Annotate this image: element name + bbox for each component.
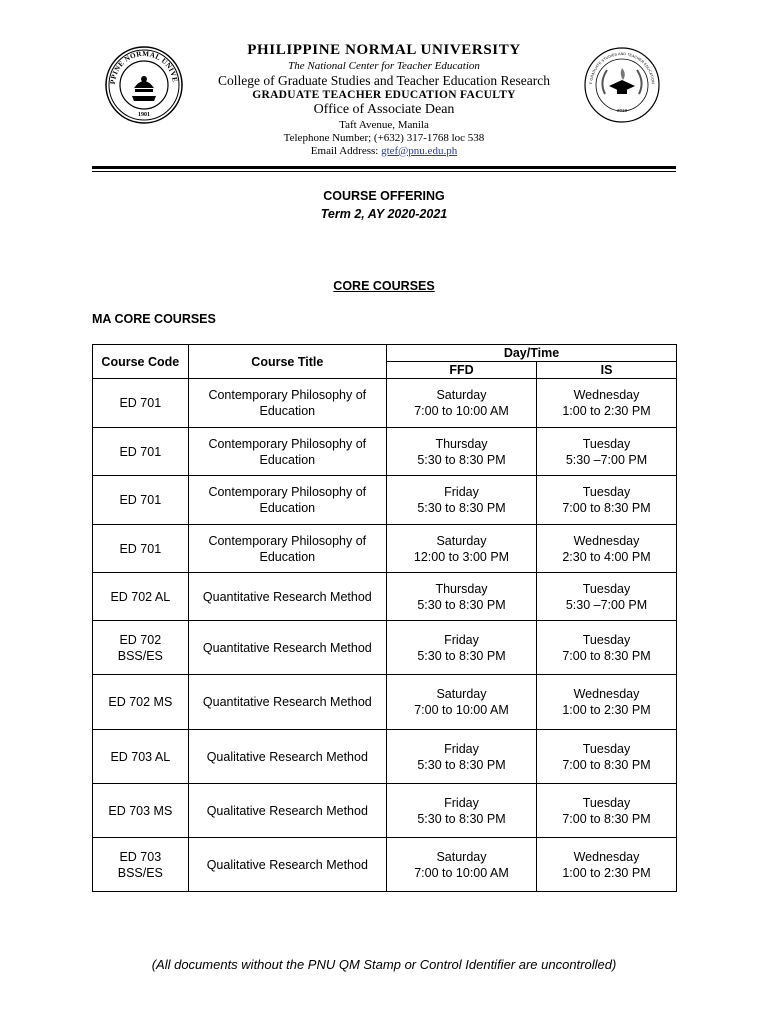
is-schedule-line: 1:00 to 2:30 PM [562,404,651,418]
is-schedule-line: Tuesday [582,581,631,596]
course-title-cell [188,675,386,730]
is-schedule-line: Wednesday [573,687,640,701]
ffd-schedule-line: 5:30 to 8:30 PM [417,811,506,826]
table-row [93,730,677,784]
table-row [93,675,677,730]
is-schedule-cell [537,525,677,573]
is-schedule-line: 5:30 –7:00 PM [565,452,648,467]
is-schedule-cell [537,621,677,675]
course-title-line: Contemporary Philosophy of [208,485,367,499]
header-is: IS [537,362,677,379]
is-schedule-line: 1:00 to 2:30 PM [562,865,651,880]
svg-text:PHILIPPINE NORMAL UNIVERSITY: PPINE NORMAL UNIVE [108,49,179,85]
course-title-line: Contemporary Philosophy of [208,436,367,451]
college-name: College of Graduate Studies and Teacher Education Research [217,72,551,88]
course-code-cell [93,675,189,730]
course-title-cell [188,525,386,573]
course-code-cell [93,573,189,621]
course-code-line: ED 703 AL [110,749,171,764]
course-title-cell [188,573,386,621]
core-courses-heading: CORE COURSES [333,279,435,293]
is-schedule-cell [537,428,677,476]
course-code-line: ED 701 [119,396,162,410]
is-schedule-line: 7:00 to 8:30 PM [562,757,651,772]
course-code-cell [93,621,189,675]
pnu-seal-logo [105,46,183,124]
faculty-name: GRADUATE TEACHER EDUCATION FACULTY [252,88,516,101]
document-title: COURSE OFFERING [323,189,445,203]
table-row [93,525,677,573]
is-schedule-line: Tuesday [582,485,631,499]
svg-text:1901: 1901 [138,112,150,118]
table-row [93,476,677,525]
telephone: Telephone Number; (+632) 317-1768 loc 538 [283,131,485,144]
ffd-schedule-line: 5:30 to 8:30 PM [417,452,506,467]
course-code-line: ED 703 MS [108,803,173,818]
course-title-line: Contemporary Philosophy of [208,388,367,402]
ffd-schedule-line: Saturday [436,687,487,701]
course-code-line: ED 702 AL [110,589,171,604]
course-title-cell [188,476,386,525]
is-schedule-line: 7:00 to 8:30 PM [562,501,651,515]
course-code-cell [93,784,189,838]
course-code-line: ED 701 [119,444,162,459]
course-code-line: ED 701 [119,493,162,507]
course-code-cell [93,730,189,784]
ffd-schedule-line: 5:30 to 8:30 PM [417,648,506,663]
ffd-schedule-line: Saturday [436,533,487,548]
course-title-cell [188,730,386,784]
ffd-schedule-cell [386,428,536,476]
header-day-time: Day/Time [386,345,676,362]
is-schedule-line: Wednesday [573,849,640,864]
ffd-schedule-line: Friday [444,741,479,756]
course-title-cell [188,621,386,675]
svg-text:2013: 2013 [616,108,628,113]
email-line [190,145,578,158]
course-title-cell [188,838,386,892]
table-row [93,621,677,675]
footer-note: (All documents without the PNU QM Stamp or Control Identifier are uncontrolled) [151,957,617,972]
subsection-heading: MA CORE COURSES [92,312,216,326]
course-title-line: Contemporary Philosophy of [208,533,367,548]
is-schedule-cell [537,379,677,428]
ffd-schedule-cell [386,838,536,892]
is-schedule-cell [537,784,677,838]
course-code-line: BSS/ES [117,648,163,663]
is-schedule-line: Tuesday [582,741,631,756]
svg-text:COLLEGE OF GRADUATE STUDIES AN: F GRADUATE STUDIES AND TEACHER EDUCATION [588,51,656,85]
course-title-line: Quantitative Research Method [202,695,372,709]
ffd-schedule-line: 12:00 to 3:00 PM [413,549,510,564]
ffd-schedule-cell [386,525,536,573]
course-code-cell [93,525,189,573]
is-schedule-line: Wednesday [573,388,640,402]
course-code-line: ED 703 [119,849,162,864]
course-code-cell [93,379,189,428]
course-title-cell [188,379,386,428]
is-schedule-cell [537,476,677,525]
header-course-title: Course Title [188,345,386,379]
table-row [93,428,677,476]
table-row [93,838,677,892]
email-link[interactable]: gtef@pnu.edu.ph [381,144,458,157]
course-code-line: ED 701 [119,541,162,556]
university-name: PHILIPPINE NORMAL UNIVERSITY [247,42,521,58]
ffd-schedule-line: Thursday [435,436,488,451]
university-tagline: The National Center for Teacher Education [288,59,480,72]
ffd-schedule-line: Friday [444,795,479,810]
course-title-line: Qualitative Research Method [206,803,368,818]
ffd-schedule-cell [386,379,536,428]
is-schedule-line: Tuesday [582,795,631,810]
college-seal-logo [583,46,661,124]
ffd-schedule-line: 5:30 to 8:30 PM [417,501,506,515]
header-ffd: FFD [386,362,536,379]
ffd-schedule-cell [386,476,536,525]
office-name: Office of Associate Dean [313,102,455,118]
header-course-code: Course Code [93,345,189,379]
ffd-schedule-line: Thursday [435,581,488,596]
is-schedule-line: 1:00 to 2:30 PM [562,703,651,717]
header-rule-thin [92,171,676,172]
course-title-line: Quantitative Research Method [202,640,372,655]
course-title-line: Education [259,549,316,564]
course-code-line: BSS/ES [117,865,163,880]
is-schedule-line: 2:30 to 4:00 PM [562,549,651,564]
section-heading [0,279,768,293]
ffd-schedule-line: 7:00 to 10:00 AM [414,865,509,880]
document-term: Term 2, AY 2020-2021 [320,207,448,221]
ffd-schedule-line: Saturday [436,849,487,864]
ffd-schedule-line: 7:00 to 10:00 AM [414,404,509,418]
is-schedule-line: Tuesday [582,436,631,451]
is-schedule-line: 5:30 –7:00 PM [565,597,648,612]
ffd-schedule-cell [386,784,536,838]
course-title-line: Education [259,452,316,467]
course-title-cell [188,784,386,838]
is-schedule-line: Tuesday [582,632,631,647]
is-schedule-line: 7:00 to 8:30 PM [562,648,651,663]
course-title-cell [188,428,386,476]
course-title-line: Education [259,404,316,418]
letterhead [190,42,578,158]
email-label: Email Address: [310,144,382,157]
ffd-schedule-line: Saturday [436,388,487,402]
ffd-schedule-cell [386,675,536,730]
is-schedule-cell [537,838,677,892]
ffd-schedule-line: 7:00 to 10:00 AM [414,703,509,717]
table-row [93,379,677,428]
table-row [93,784,677,838]
course-code-line: ED 702 [119,632,162,647]
ffd-schedule-line: Friday [444,485,479,499]
ffd-schedule-line: 5:30 to 8:30 PM [417,597,506,612]
ffd-schedule-cell [386,621,536,675]
ffd-schedule-line: 5:30 to 8:30 PM [417,757,506,772]
is-schedule-line: 7:00 to 8:30 PM [562,811,651,826]
course-code-cell [93,476,189,525]
is-schedule-cell [537,573,677,621]
table-row [93,573,677,621]
course-table [92,344,677,892]
course-title-line: Quantitative Research Method [202,589,372,604]
course-code-cell [93,428,189,476]
course-code-cell [93,838,189,892]
ffd-schedule-cell [386,730,536,784]
is-schedule-cell [537,730,677,784]
ffd-schedule-cell [386,573,536,621]
ffd-schedule-line: Friday [444,632,479,647]
is-schedule-cell [537,675,677,730]
address: Taft Avenue, Manila [339,118,429,131]
header-rule-thick [92,166,676,169]
course-title-line: Education [259,501,316,515]
course-title-line: Qualitative Research Method [206,857,368,872]
course-title-line: Qualitative Research Method [206,749,368,764]
course-code-line: ED 702 MS [108,695,173,709]
is-schedule-line: Wednesday [573,533,640,548]
table-header-row [93,345,677,362]
table-body [93,379,677,892]
